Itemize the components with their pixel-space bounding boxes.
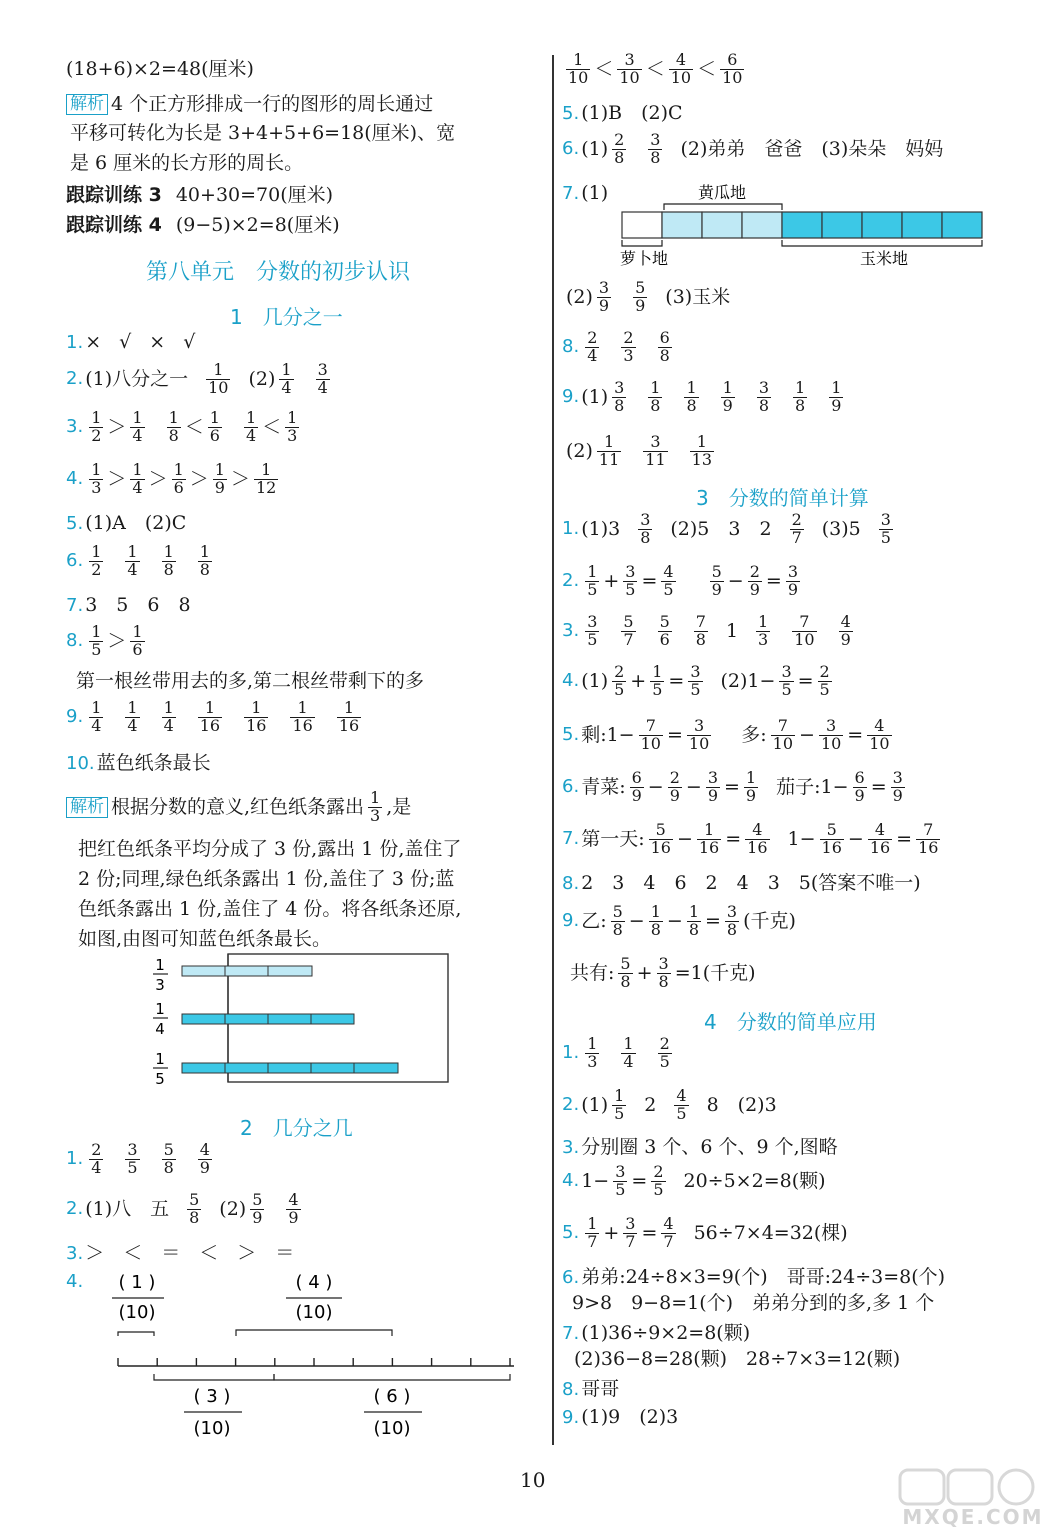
svg-text:3: 3	[155, 976, 165, 994]
numberline-label: (10)	[373, 1418, 411, 1439]
analysis-2: 解析 根据分数的意义,红色纸条露出 $\frac{1}{3}$ ,是	[66, 790, 411, 825]
numberline-label: ( 4 )	[295, 1272, 333, 1293]
analysis-text: 把红色纸条平均分成了 3 份,露出 1 份,盖住了	[78, 838, 462, 860]
r-q5: 5. (1)B (2)C	[562, 102, 683, 124]
r-q6: 6. (1) $\frac{2}{8}$ $\frac{3}{8}$ (2)弟弟 爸爸 (3)朵朵 妈妈	[562, 130, 944, 167]
unit-title: 第八单元 分数的初步认识	[146, 260, 411, 285]
section-title: 4 分数的简单应用	[704, 1010, 877, 1034]
q1: 1. × √ × √	[66, 331, 202, 353]
s3-q1: 1. (1)3 $\frac{3}{8}$ (2)5 3 2 $\frac{2}{7}$ (3)5 $\frac{3}{5}$	[562, 510, 891, 547]
s3-q3: 3. $\frac{3}{5}$ $\frac{5}{7}$ $\frac{5}{6}$ $\frac{7}{8}$ 1 $\frac{1}{3}$ $\frac{7}{10}$ $\frac{4}{9}$	[562, 612, 851, 649]
paper-strips-diagram	[148, 952, 453, 1100]
garden-label-cucumber: 黄瓜地	[697, 183, 747, 202]
q4: 4. $\frac{1}{3}$ ＞ $\frac{1}{4}$ ＞ $\frac{1}{6}$ ＞ $\frac{1}{9}$ ＞ $\frac{1}{12}$	[66, 460, 277, 497]
svg-text:1: 1	[155, 1000, 165, 1018]
s2-q4: 4.	[66, 1271, 84, 1292]
page-number: 10	[520, 1468, 546, 1492]
q2: 2. (1)八分之一 $\frac{1}{10}$ (2) $\frac{1}{4}$ $\frac{3}{4}$	[66, 360, 328, 397]
s4-q1: 1. $\frac{1}{3}$ $\frac{1}{4}$ $\frac{2}{5}$	[562, 1034, 670, 1071]
s4-q6: 6. 弟弟:24÷8×3=9(个) 哥哥:24÷3=8(个)	[562, 1266, 946, 1288]
garden-label-radish: 萝卜地	[619, 249, 669, 268]
watermark-logo	[898, 1468, 1048, 1530]
analysis-text: 平移可转化为长是 3+4+5+6=18(厘米)、宽	[70, 122, 456, 144]
section-title: 1 几分之一	[230, 305, 343, 329]
svg-text:1: 1	[155, 956, 165, 974]
s3-q5: 5. 剩:1− $\frac{7}{10}$ = $\frac{3}{10}$ 多: $\frac{7}{10}$ − $\frac{3}{10}$ = $\frac{4}{10}$	[562, 716, 890, 753]
svg-text:MXQE.COM: MXQE.COM	[902, 1505, 1044, 1529]
s3-q4: 4. (1) $\frac{2}{5}$ + $\frac{1}{5}$ = $\frac{3}{5}$ (2)1− $\frac{3}{5}$ = $\frac{2}{5}$	[562, 662, 830, 699]
q3: 3. $\frac{1}{2}$ ＞ $\frac{1}{4}$ $\frac{1}{8}$ ＜ $\frac{1}{6}$ $\frac{1}{4}$ ＜ $\frac{1}{3}$	[66, 408, 298, 445]
q7: 7. 3 5 6 8	[66, 594, 191, 616]
s4-q7: 7. (1)36÷9×2=8(颗)	[562, 1322, 751, 1344]
track-4: 跟踪训练 4 (9−5)×2=8(厘米)	[66, 214, 340, 236]
s4-q3: 3. 分别圈 3 个、6 个、9 个,图略	[562, 1136, 838, 1158]
numberline-label: ( 6 )	[373, 1386, 411, 1407]
s2-q1: 1. $\frac{2}{4}$ $\frac{3}{5}$ $\frac{5}{8}$ $\frac{4}{9}$	[66, 1140, 210, 1177]
number-line	[104, 1266, 524, 1446]
analysis-tag: 解析	[66, 94, 108, 115]
s4-q6-b: 9>8 9−8=1(个) 弟弟分到的多,多 1 个	[572, 1292, 935, 1314]
garden-diagram	[612, 178, 992, 270]
garden-label-corn: 玉米地	[859, 249, 909, 268]
analysis-block: 解析 4 个正方形排成一行的图形的周长通过	[66, 94, 433, 115]
numberline-label: ( 1 )	[118, 1272, 156, 1293]
analysis-tag: 解析	[66, 797, 108, 818]
q8: 8. $\frac{1}{5}$ ＞ $\frac{1}{6}$	[66, 622, 143, 659]
svg-text:1: 1	[155, 1050, 165, 1068]
numberline-label: (10)	[295, 1302, 333, 1323]
r-q8: 8. $\frac{2}{4}$ $\frac{2}{3}$ $\frac{6}{8}$	[562, 328, 670, 365]
numberline-label: (10)	[193, 1418, 231, 1439]
r-q9: 9. (1) $\frac{3}{8}$ $\frac{1}{8}$ $\frac{1}{8}$ $\frac{1}{9}$ $\frac{3}{8}$ $\frac{1}{8}$ $\frac{1}{9}$	[562, 378, 842, 415]
s3-q7: 7. 第一天: $\frac{5}{16}$ − $\frac{1}{16}$ = $\frac{4}{16}$ 1− $\frac{5}{16}$ − $\frac{4}{16}$ = $\frac{7}{16}$	[562, 820, 939, 857]
analysis-text: 2 份;同理,绿色纸条露出 1 份,盖住了 3 份;蓝	[78, 868, 455, 890]
svg-text:4: 4	[155, 1020, 165, 1038]
numberline-label: (10)	[118, 1302, 156, 1323]
s3-q9-total: 共有: $\frac{5}{8}$ + $\frac{3}{8}$ =1(千克)	[570, 954, 756, 991]
s4-q2: 2. (1) $\frac{1}{5}$ 2 $\frac{4}{5}$ 8 (2)3	[562, 1086, 777, 1123]
s3-q2: 2. $\frac{1}{5}$ + $\frac{3}{5}$ = $\frac{4}{5}$ $\frac{5}{9}$ − $\frac{2}{9}$ = $\frac{3}{9}$	[562, 562, 798, 599]
numberline-label: ( 3 )	[193, 1386, 231, 1407]
q10: 10. 蓝色纸条最长	[66, 752, 211, 774]
r-q9-2: (2) $\frac{1}{11}$ $\frac{3}{11}$ $\frac{1}{13}$	[566, 432, 712, 469]
analysis-text: 是 6 厘米的长方形的周长。	[70, 152, 304, 174]
s4-q4: 4. 1− $\frac{3}{5}$ = $\frac{2}{5}$ 20÷5×2=8(颗)	[562, 1162, 826, 1199]
s4-q7-b: (2)36−8=28(颗) 28÷7×3=12(颗)	[574, 1348, 901, 1370]
s2-q2: 2. (1)八 五 $\frac{5}{8}$ (2) $\frac{5}{9}$ $\frac{4}{9}$	[66, 1190, 299, 1227]
section-title: 2 几分之几	[240, 1116, 353, 1140]
s4-q8: 8. 哥哥	[562, 1378, 620, 1400]
r-q7-answers: (2) $\frac{3}{9}$ $\frac{5}{9}$ (3)玉米	[566, 278, 731, 315]
r-q7: 7. (1)	[562, 182, 609, 204]
s3-q8: 8. 2 3 4 6 2 4 3 5(答案不唯一)	[562, 872, 921, 894]
track-3: 跟踪训练 3 40+30=70(厘米)	[66, 184, 334, 206]
q9: 9. $\frac{1}{4}$ $\frac{1}{4}$ $\frac{1}{4}$ $\frac{1}{16}$ $\frac{1}{16}$ $\frac{1}{16}$ $\frac{1}{16}$	[66, 698, 360, 735]
s3-q9: 9. 乙: $\frac{5}{8}$ − $\frac{1}{8}$ − $\frac{1}{8}$ = $\frac{3}{8}$ (千克)	[562, 902, 796, 939]
s3-q6: 6. 青菜: $\frac{6}{9}$ − $\frac{2}{9}$ − $\frac{3}{9}$ = $\frac{1}{9}$ 茄子:1− $\frac{6}{9}$ = $\frac{3}{9}$	[562, 768, 903, 805]
s2-q3: 3. ＞ ＜ ＝ ＜ ＞ ＝	[66, 1242, 295, 1264]
r-q4-tail: $\frac{1}{10}$ ＜ $\frac{3}{10}$ ＜ $\frac{4}{10}$ ＜ $\frac{6}{10}$	[568, 50, 743, 87]
s4-q9: 9. (1)9 (2)3	[562, 1406, 679, 1428]
section-title: 3 分数的简单计算	[696, 486, 869, 510]
analysis-text: 色纸条露出 1 份,盖住了 4 份。将各纸条还原,	[78, 898, 462, 920]
svg-text:5: 5	[155, 1070, 165, 1088]
column-divider	[552, 55, 554, 1445]
analysis-text: 如图,由图可知蓝色纸条最长。	[78, 928, 332, 950]
q6: 6. $\frac{1}{2}$ $\frac{1}{4}$ $\frac{1}{8}$ $\frac{1}{8}$	[66, 542, 210, 579]
q5: 5. (1)A (2)C	[66, 512, 187, 534]
q8-text: 第一根丝带用去的多,第二根丝带剩下的多	[76, 670, 425, 692]
answer-line: (18+6)×2=48(厘米)	[66, 58, 254, 80]
s4-q5: 5. $\frac{1}{7}$ + $\frac{3}{7}$ = $\frac{4}{7}$ 56÷7×4=32(棵)	[562, 1214, 848, 1251]
